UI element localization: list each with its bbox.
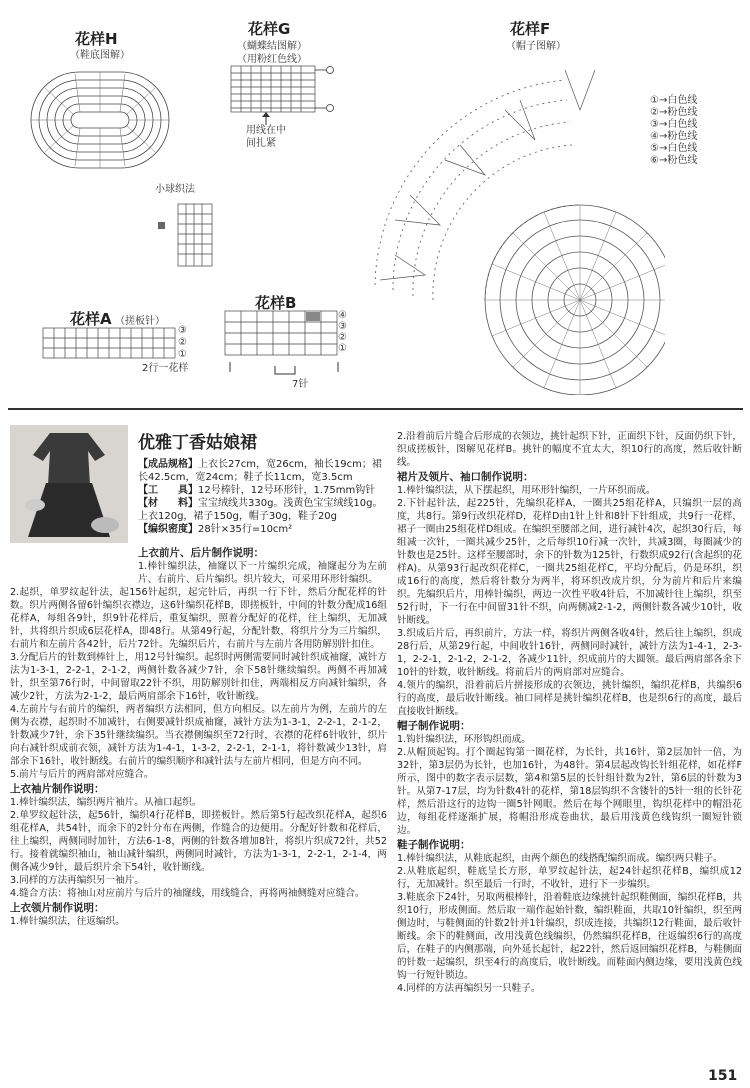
pattern-f-subtitle: （帽子图解） <box>506 41 566 52</box>
paragraph: 3.鞋底余下24针，另取两根棒针，沿着鞋底边缘挑针起织鞋侧面，编织花样B，共织10行，形成侧面。然后取一端作起始针数，编织鞋面，共取10针编织，织至两侧边时，与鞋侧面的针数2针并1针编织，织成连接，共编织12行鞋面，最后收针断线。余下的鞋侧面，改用浅黄色线编织，仍然编织花样B，往返编织6行的高度后，在鞋子的内侧那端，向外延长起针，起22针，然后返回编织花样B，与鞋侧面的针数一起编织，织至4行的高度后，收针断线。而鞋面内侧边缘，要用浅黄色线钩一行短针锁边。 <box>397 892 742 981</box>
paragraph: 5.前片与后片的两肩部对应缝合。 <box>10 769 154 780</box>
legend-key-2: ②→ <box>650 107 668 118</box>
paragraph: 1.棒针编织法，往返编织。 <box>10 916 125 927</box>
spec-gauge-key: 【编织密度】 <box>138 524 198 535</box>
pattern-b-stitches: 7针 <box>292 379 309 390</box>
legend-key-5: ⑤→ <box>650 143 668 154</box>
section-heading: 上衣前片、后片制作说明： <box>138 547 264 559</box>
section-heading: 上衣袖片制作说明： <box>10 783 105 795</box>
paragraph: 1.钩针编织法，环形钩织而成。 <box>397 734 531 745</box>
left-column <box>10 545 387 928</box>
pattern-a-title: 花样A <box>70 310 112 328</box>
doc-title: 优雅丁香姑娘裙 <box>138 433 257 453</box>
pattern-g-title: 花样G <box>248 20 291 38</box>
paragraph: 2.从鞋底起织，鞋底呈长方形，单罗纹起针法，起24针起织花样B，编织成12行，无加减针。织至最后一行时，不收针，进行下一步编织。 <box>397 866 742 890</box>
paragraph: 3.织成后片后，再织前片，方法一样，将织片两侧各收4针，然后往上编织，织成28行后，从第29行起，中间收针16针，两侧同时减针，减针方法为1-4-1，2-3-1，2-2-1，2-1-2，2-1-2，各减少11针，织成前片的大圆领。最后两肩部各余下10针的针数，收针断线。将前后片的两肩部对应缝合。 <box>397 628 742 678</box>
spec-materials-value: 宝宝绒线共330g。浅黄色宝宝绒线10g。上衣120g，裙子150g，帽子30g，鞋子20g <box>138 498 383 522</box>
paragraph: 4.缝合方法：将袖山对应前片与后片的袖窿线，用线缝合，再将两袖侧缝对应缝合。 <box>10 888 365 899</box>
legend-color-4: 粉色线 <box>667 131 698 142</box>
pattern-f-title: 花样F <box>510 20 551 38</box>
legend-key-3: ③→ <box>650 119 668 130</box>
section-heading: 上衣领片制作说明： <box>10 902 105 914</box>
pattern-g-note1: 用线在中 <box>246 125 286 136</box>
pattern-b-chart <box>222 308 342 360</box>
pattern-a-row3: ③ <box>178 325 187 336</box>
pattern-h-title: 花样H <box>75 30 118 48</box>
pattern-g-subtitle2: （用粉红色线） <box>237 54 307 65</box>
paragraph: 2.从帽顶起钩。打个圈起钩第一圈花样，为长针，共16针，第2层加针一倍，为32针，第3层仍为长针，也加16针，为48针。第4层起改钩长针组花样，如花样F所示，图中的数字表示层数，第4和第5层的长针组针数为2针，第6层的针数为3针。从第7-17层，均为针数4针的花样，第18层钩织不含镂针的5针一组的长针花样，然后沿这行的边钩一圈5针网眼。然后在每个网眼里，钩织花样中的帽沿花边，每组花样逐渐扩展，将帽沿形成卷曲状，最后用浅黄色线钩织一圈短针锁边。 <box>397 747 742 836</box>
dress-photo <box>10 425 128 543</box>
spec-gauge <box>138 523 385 536</box>
ball-title: 小球织法 <box>155 184 195 195</box>
spec-tools-value: 12号棒针，12号环形针，1.75mm钩针 <box>198 485 376 496</box>
legend-color-1: 白色线 <box>667 95 698 106</box>
spec-size-value: 上衣长27cm，宽26cm，袖长19cm；裙长42.5cm，宽24cm；鞋子长11cm，宽3.5cm <box>138 459 382 483</box>
sole-chart <box>25 66 175 174</box>
bow-chart <box>226 64 336 116</box>
section-heading: 鞋子制作说明： <box>397 839 471 851</box>
paragraph: 1.棒针编织法，编织两片袖片。从袖口起织。 <box>10 797 202 808</box>
pattern-g-subtitle: （蝴蝶结图解） <box>237 41 307 52</box>
paragraph: 2.单罗纹起针法，起56针，编织4行花样B，即搓板针。然后第5行起改织花样A，起织6组花样A，共54针，而余下的2针分布在两侧，作缝合的边便用。分配好针数和花样后，往上编织，两侧同时加针，方法6-1-8，两侧的针数各增加8针，将织片织成72针，共52行。接着就编织袖山，袖山减针编织，两侧同时减针，方法为1-3-1，2-2-1，2-1-4，两侧各减少9针，最后织片余下54针，收针断线。 <box>10 810 387 873</box>
spec-tools <box>138 484 385 497</box>
pattern-h-subtitle: （鞋底图解） <box>70 50 130 61</box>
paragraph: 4.领片的编织，沿着前后片拼接形成的衣领边，挑针编织，编织花样B，共编织6行的高度，最后收针断线。袖口同样是挑针编织花样B，也是织6行的高度，最后直接收针断线。 <box>397 680 742 717</box>
legend-key-6: ⑥→ <box>650 155 668 166</box>
spec-gauge-value: 28针×35行=10cm² <box>198 524 293 535</box>
pattern-a-chart <box>40 325 200 365</box>
paragraph: 2.沿着前后片缝合后形成的衣领边，挑针起织下针，正面织下针，反面仍织下针，织成搓板针，图解见花样B。挑针的幅度不宜太大，织10行的高度，然后收针断线。 <box>397 431 742 468</box>
pattern-g-note2: 间扎紧 <box>246 138 276 149</box>
legend-color-6: 粉色线 <box>667 155 698 166</box>
paragraph: 3.分配后片的针数到棒针上，用12号针编织。起织时两侧需要同时减针织成袖窿，减针方法为1-3-1，2-2-1，2-1-2，两侧针数各减少7针，余下58针继续编织。两侧不再加减针，织至第76行时，中间留取22针不织，用防解别针扣住，两端相反方向减针编织，各减少2针，方法为2-1-2，最后两肩部余下16针，收针断线。 <box>10 652 387 702</box>
pattern-a-row2: ② <box>178 337 187 348</box>
spec-materials <box>138 497 385 523</box>
pattern-b-title: 花样B <box>255 294 297 312</box>
paragraph: 1.棒针编织法，从下摆起织，用环形针编织，一片环织而成。 <box>397 485 656 496</box>
legend-key-1: ①→ <box>650 95 668 106</box>
pattern-a-repeat: 2行一花样 <box>142 363 189 374</box>
paragraph: 1.棒针编织法，袖窿以下一片编织完成，袖窿起分为左前片、右前片、后片编织。织片较大，可采用环形针编织。 <box>138 561 387 585</box>
paragraph: 3.同样的方法再编织另一袖片。 <box>10 875 144 886</box>
section-heading: 裙片及领片、袖口制作说明： <box>397 471 534 483</box>
hat-chart <box>365 50 668 395</box>
right-column <box>397 430 742 995</box>
section-heading: 帽子制作说明： <box>397 720 471 732</box>
spec-tools-key: 【工 具】 <box>138 485 198 496</box>
paragraph: 4.左前片与右前片的编织，两者编织方法相同，但方向相反。以左前片为例，左前片的左侧为衣襟，起织时不加减针，右侧要减针织成袖窿，减针方法为1-3-1，2-2-1，2-1-2，针数减少7针，余下35针继续编织。当衣襟侧编织至72行时，衣襟的花样6针收针，织片向右减针织成前衣领，减针方法为1-4-1，1-3-2，2-2-1，2-1-1，将针数减少13针，肩部余下16针，收针断线。右前片的编织顺序和减针法与左前片相同，但是方向不同。 <box>10 704 387 767</box>
paragraph: 1.棒针编织法，从鞋底起织，由两个颜色的线搭配编织而成。编织两只鞋子。 <box>397 853 723 864</box>
spec-block <box>138 458 385 536</box>
spec-size <box>138 458 385 484</box>
pattern-a-subtitle: （搓板针） <box>115 316 165 327</box>
spec-size-key: 【成品规格】 <box>138 459 198 470</box>
pattern-b-bracket <box>225 360 345 380</box>
legend-color-2: 粉色线 <box>667 107 698 118</box>
legend-color-5: 白色线 <box>667 143 698 154</box>
legend-key-4: ④→ <box>650 131 668 142</box>
page-number: 151 <box>708 1068 738 1084</box>
pattern-b-row3: ③ <box>338 321 347 332</box>
hat-legend <box>650 95 697 167</box>
paragraph: 2.下针起针法，起225针，先编织花样A，一圈共25组花样A，只编织一层的高度，共8行。第9行改织花样D，花样D由1针上针和8针下针组成，共9行一花样，裙子一圈由25组花样D组成。在编织至腰部之间，进行减针4次，起织30行后，每组减一次针，一圈共减少25针，之后每织10行减一次针，共减3圈，每圈减少的针数也是25针。这样至腰部时，余下的针数为125针，行数织成92行(含起织的花样A)。从第93行起改织花样C，一圈共25组花样C，平均分配后，仍是环织，织成16行的高度，然后将针数分为两半，将环织改成片织，分为前片和后片来编织。先编织后片，用棒针编织，两边一次性平收4针后，不加减针往上编织，织至52行时，下一行在中间留31针不织，向两侧减2-1-2，两侧针数各减少10针，收针断线。 <box>397 498 742 626</box>
legend-color-3: 白色线 <box>667 119 698 130</box>
pattern-b-row4: ④ <box>338 310 347 321</box>
pattern-b-row2: ② <box>338 332 347 343</box>
pattern-b-row1: ① <box>338 343 347 354</box>
paragraph: 4.同样的方法再编织另一只鞋子。 <box>397 983 541 994</box>
spec-materials-key: 【材 料】 <box>138 498 198 509</box>
ball-chart <box>150 200 225 268</box>
section-divider <box>8 408 743 410</box>
pattern-a-row1: ① <box>178 349 187 360</box>
paragraph: 2.起织，单罗纹起针法，起156针起织，起完针后，再织一行下针，然后分配花样的针数。织片两侧各留6针编织衣襟边，这6针编织花样B，即搓板针，中间的针数分配成16组花样A，每组各9针，织9针花样后，重复编织，照着分配好的花样，往上编织，无加减针，共将织片织成6层花样A，即48行。从第49行起，分配针数，将织片分为三片编织，右前片和左前片各42针，后片72针。先编织后片，右前片与左前片各用防解别针扣住。 <box>10 587 387 650</box>
